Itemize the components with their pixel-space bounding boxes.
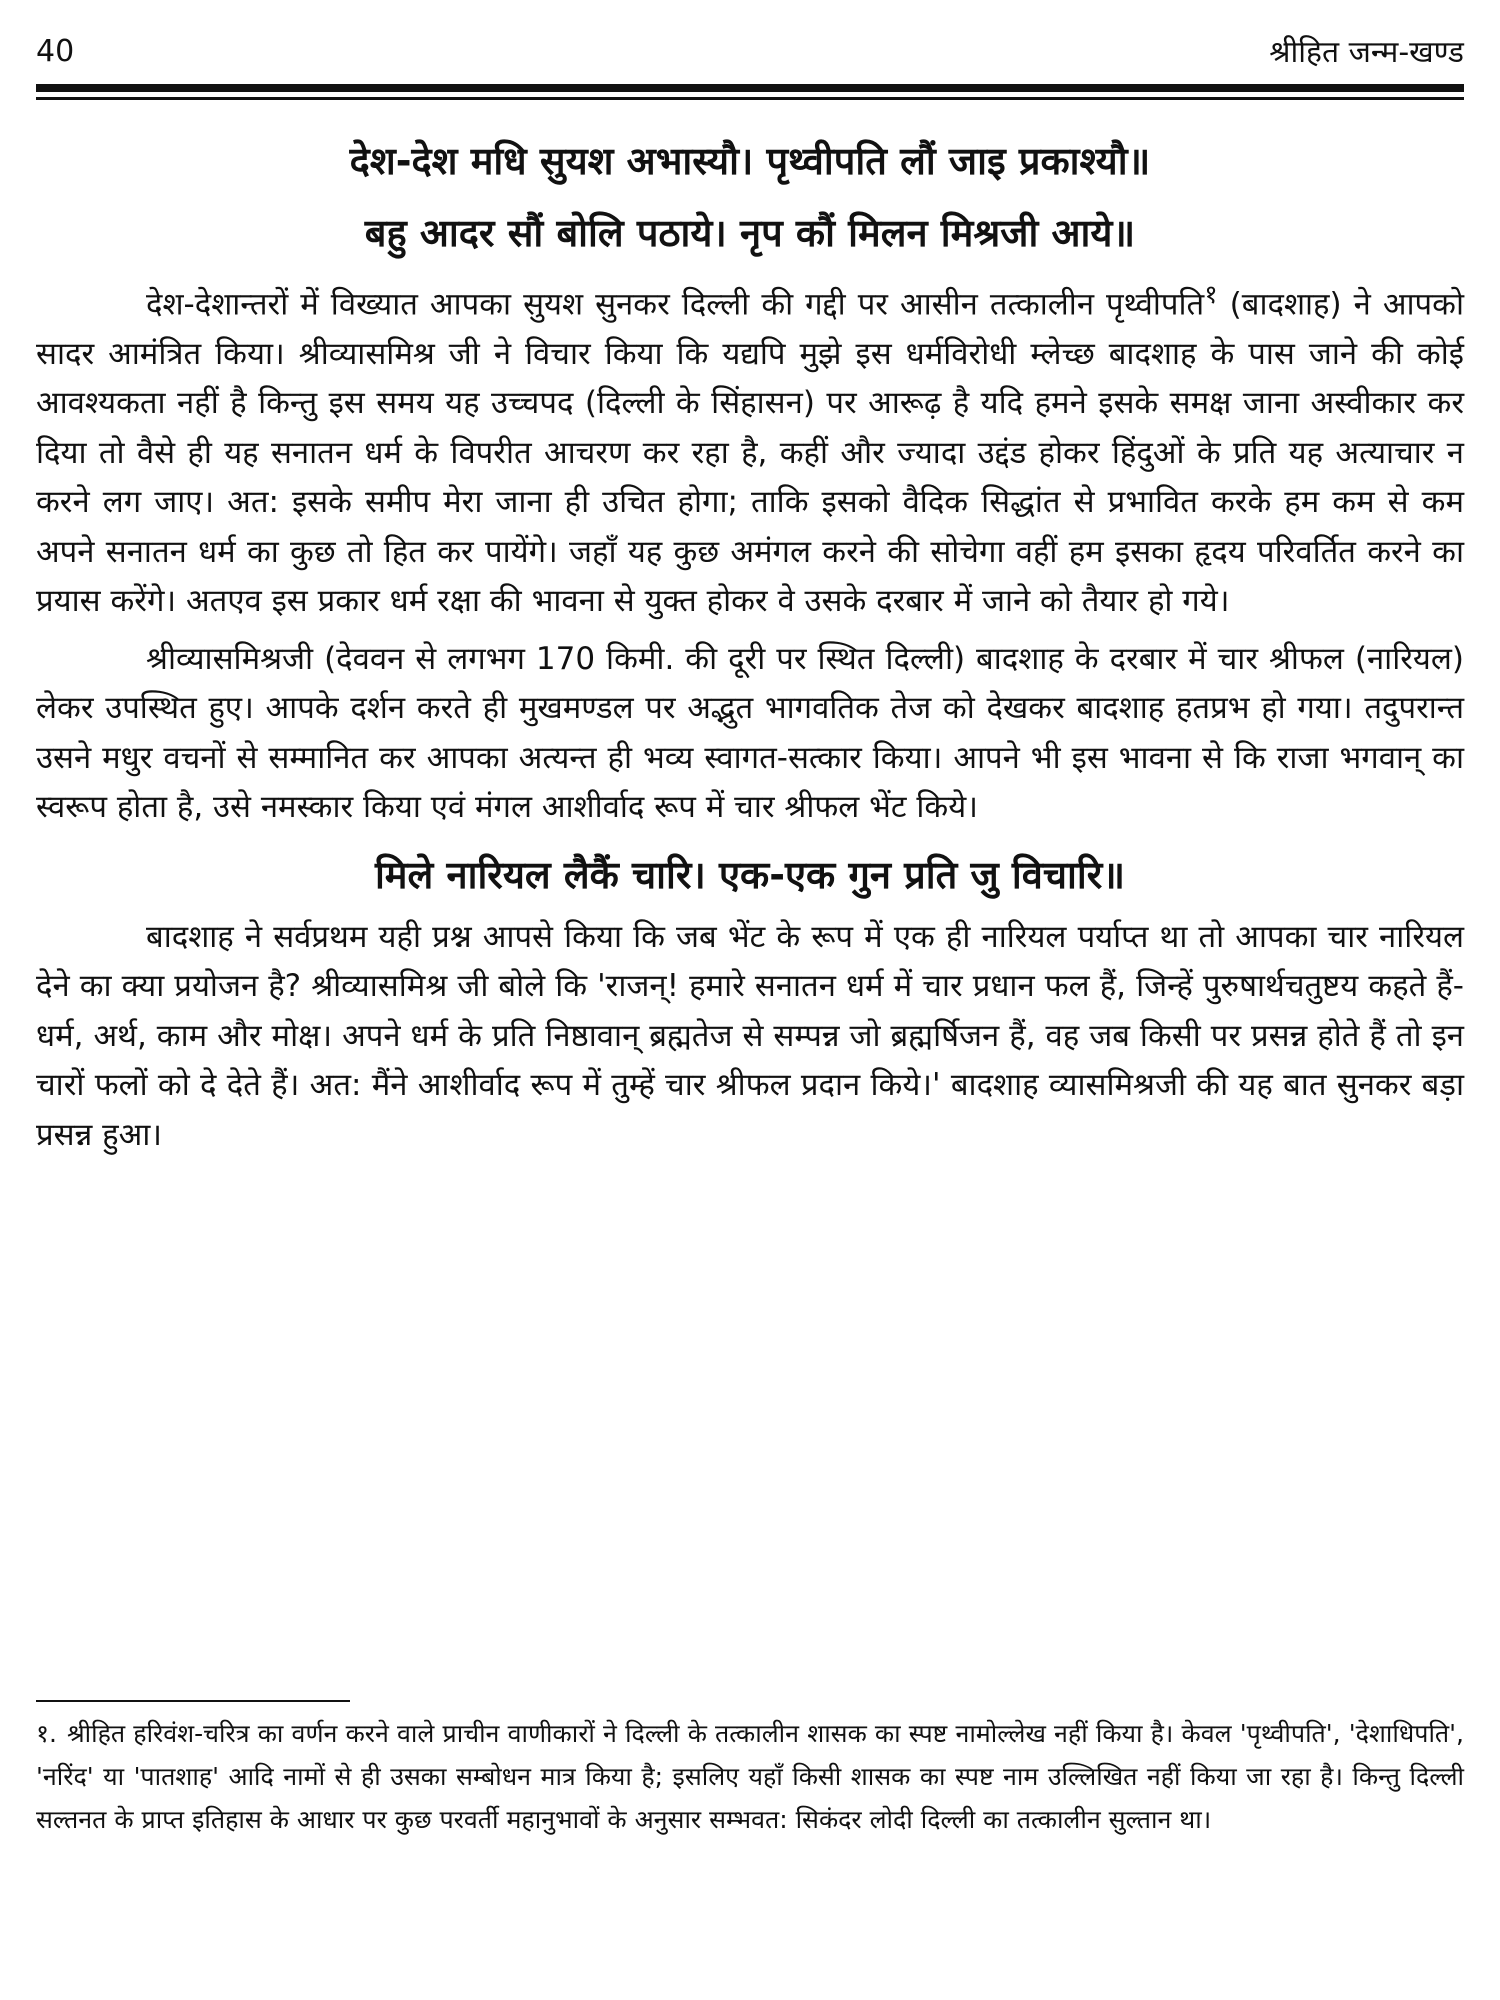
main-content [36,125,1464,1160]
page-number: 40 [36,34,75,69]
header-rule-thin [36,97,1464,100]
verse-couplet-2: मिले नारियल लैकैं चारि। एक-एक गुन प्रति जु विचारि॥ [374,852,1126,897]
footnote-text: श्रीहित हरिवंश-चरित्र का वर्णन करने वाले प्राचीन वाणीकारों ने दिल्ली के तत्कालीन शासक का स्पष्ट नामोल्लेख नहीं किया है। केवल 'पृथ्वीपति', 'देशाधिपति', 'नरिंद' या 'पातशाह' आदि नामों से ही उसका सम्बोधन मात्र किया है; इसलिए यहाँ किसी शासक का स्पष्ट नाम उल्लिखित नहीं किया जा रहा है। किन्तु दिल्ली सल्तनत के प्राप्त इतिहास के आधार पर कुछ परवर्ती महानुभावों के अनुसार सम्भवत: सिकंदर लोदी दिल्ली का तत्कालीन सुल्तान था। [36,1719,1464,1834]
paragraph-1-text-a: देश-देशान्तरों में विख्यात आपका सुयश सुनकर दिल्ली की गद्दी पर आसीन तत्कालीन पृथ्वीपति [146,286,1205,323]
verse-line-1: देश-देश मधि सुयश अभास्यौ। पृथ्वीपति लौं जाइ प्रकाश्यौ॥ [349,139,1151,183]
footnote-reference: १ [1204,280,1218,310]
paragraph-1 [36,271,1464,627]
running-title: श्रीहित जन्म-खण्ड [1269,35,1464,70]
verse-line-2: बहु आदर सौं बोलि पठाये। नृप कौं मिलन मिश्रजी आये॥ [364,211,1136,255]
footnote [36,1712,1464,1841]
paragraph-1-text-b: (बादशाह) ने आपको सादर आमंत्रित किया। श्रीव्यासमिश्र जी ने विचार किया कि यद्यपि मुझे इस धर्मविरोधी म्लेच्छ बादशाह के पास जाने की कोई आवश्यकता नहीं है किन्तु इस समय यह उच्चपद (दिल्ली के सिंहासन) पर आरूढ़ है यदि हमने इसके समक्ष जाना अस्वीकार कर दिया तो वैसे ही यह सनातन धर्म के विपरीत आचरण कर रहा है, कहीं और ज्यादा उद्दंड होकर हिंदुओं के प्रति यह अत्याचार न करने लग जाए। अत: इसके समीप मेरा जाना ही उचित होगा; ताकि इसको वैदिक सिद्धांत से प्रभावित करके हम कम से कम अपने सनातन धर्म का कुछ तो हित कर पायेंगे। जहाँ यह कुछ अमंगल करने की सोचेगा वहीं हम इसका हृदय परिवर्तित करने का प्रयास करेंगे। अतएव इस प्रकार धर्म रक्षा की भावना से युक्त होकर वे उसके दरबार में जाने को तैयार हो गये। [36,286,1464,620]
footnote-separator [36,1700,350,1702]
page-header [36,30,1464,74]
paragraph-3: बादशाह ने सर्वप्रथम यही प्रश्न आपसे किया कि जब भेंट के रूप में एक ही नारियल पर्याप्त था तो आपका चार नारियल देने का क्या प्रयोजन है? श्रीव्यासमिश्र जी बोले कि 'राजन्! हमारे सनातन धर्म में चार प्रधान फल हैं, जिन्हें पुरुषार्थचतुष्टय कहते हैं-धर्म, अर्थ, काम और मोक्ष। अपने धर्म के प्रति निष्ठावान् ब्रह्मतेज से सम्पन्न जो ब्रह्मर्षिजन हैं, वह जब किसी पर प्रसन्न होते हैं तो इन चारों फलों को दे देते हैं। अत: मैंने आशीर्वाद रूप में तुम्हें चार श्रीफल प्रदान किये।' बादशाह व्यासमिश्रजी की यह बात सुनकर बड़ा प्रसन्न हुआ। [36,918,1464,1153]
paragraph-2: श्रीव्यासमिश्रजी (देववन से लगभग 170 किमी. की दूरी पर स्थित दिल्ली) बादशाह के दरबार में चार श्रीफल (नारियल) लेकर उपस्थित हुए। आपके दर्शन करते ही मुखमण्डल पर अद्भुत भागवतिक तेज को देखकर बादशाह हतप्रभ हो गया। तदुपरान्त उसने मधुर वचनों से सम्मानित कर आपका अत्यन्त ही भव्य स्वागत-सत्कार किया। आपने भी इस भावना से कि राजा भगवान् का स्वरूप होता है, उसे नमस्कार किया एवं मंगल आशीर्वाद रूप में चार श्रीफल भेंट किये। [36,640,1464,826]
header-rule-thick [36,84,1464,92]
footnote-number: १. [36,1719,57,1748]
